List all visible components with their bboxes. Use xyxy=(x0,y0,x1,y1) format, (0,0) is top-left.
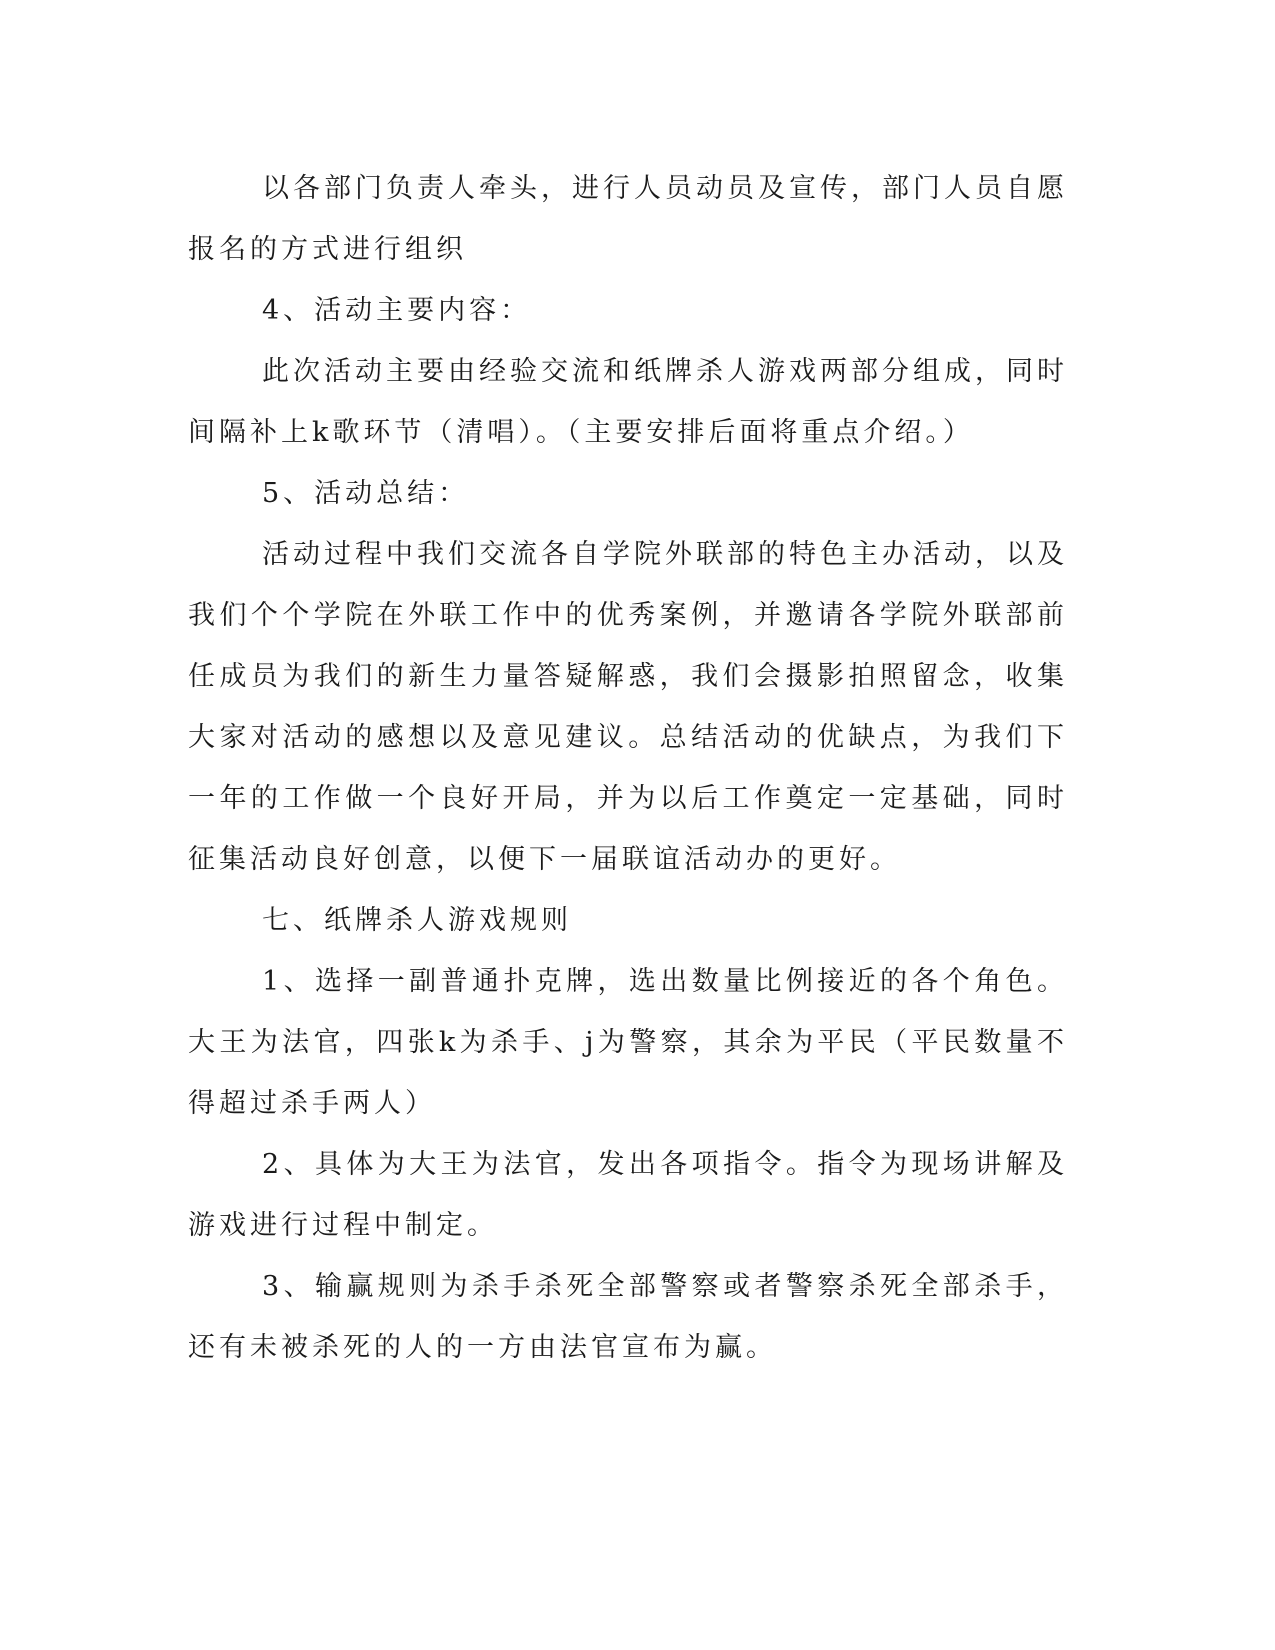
document-body xyxy=(188,158,1068,1378)
paragraph-rule-3: 3、输赢规则为杀手杀死全部警察或者警察杀死全部杀手，还有未被杀死的人的一方由法官宣布为赢。 xyxy=(188,1271,1068,1363)
heading-game-rules: 七、纸牌杀人游戏规则 xyxy=(262,905,572,936)
paragraph-rule-2: 2、具体为大王为法官，发出各项指令。指令为现场讲解及游戏进行过程中制定。 xyxy=(188,1149,1068,1241)
paragraph-rule-1: 1、选择一副普通扑克牌，选出数量比例接近的各个角色。大王为法官，四张k为杀手、j为警察，其余为平民（平民数量不得超过杀手两人） xyxy=(188,966,1068,1119)
heading-summary: 5、活动总结： xyxy=(262,478,470,509)
paragraph-organization: 以各部门负责人牵头，进行人员动员及宣传，部门人员自愿报名的方式进行组织 xyxy=(188,173,1068,265)
heading-main-content: 4、活动主要内容： xyxy=(262,295,532,326)
paragraph-main-content: 此次活动主要由经验交流和纸牌杀人游戏两部分组成，同时间隔补上k歌环节（清唱）。（主要安排后面将重点介绍。） xyxy=(188,356,1068,448)
paragraph-summary: 活动过程中我们交流各自学院外联部的特色主办活动，以及我们个个学院在外联工作中的优秀案例，并邀请各学院外联部前任成员为我们的新生力量答疑解惑，我们会摄影拍照留念，收集大家对活动的感想以及意见建议。总结活动的优缺点，为我们下一年的工作做一个良好开局，并为以后工作奠定一定基础，同时征集活动良好创意，以便下一届联谊活动办的更好。 xyxy=(188,539,1068,875)
